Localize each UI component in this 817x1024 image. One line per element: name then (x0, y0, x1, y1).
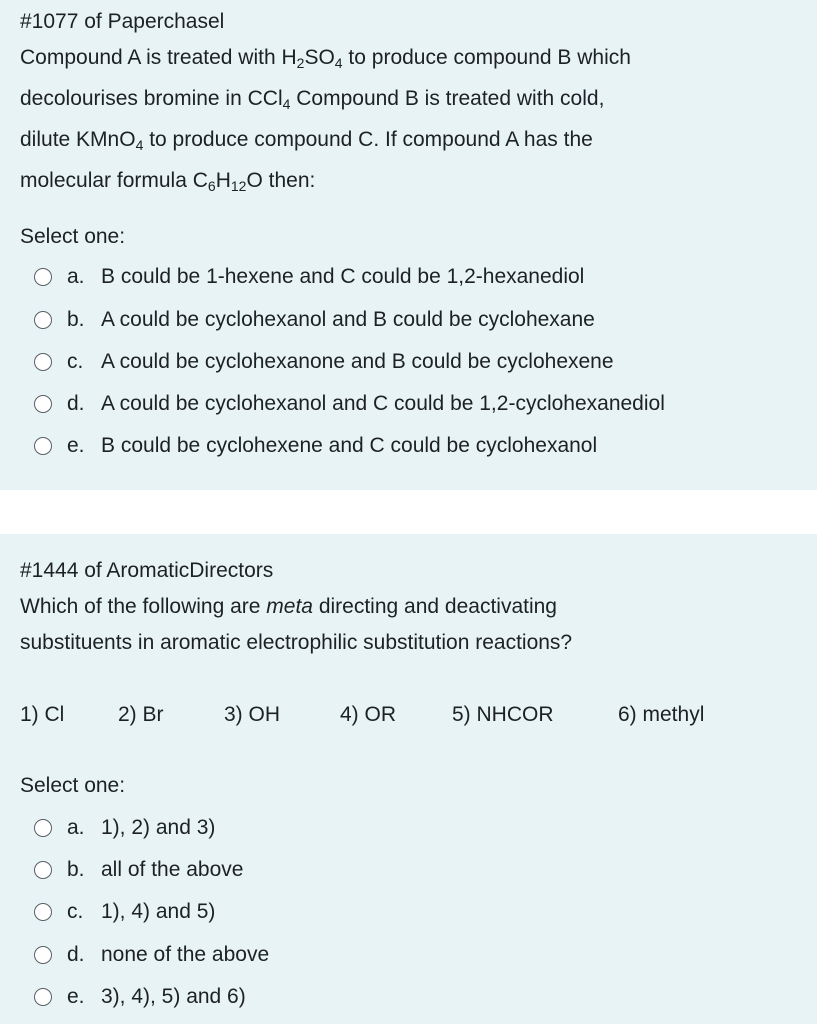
radio-button[interactable] (34, 819, 52, 837)
answer-option-b[interactable] (34, 302, 595, 338)
radio-button[interactable] (34, 946, 52, 964)
option-text: B could be 1-hexene and C could be 1,2-hexanediol (101, 265, 585, 288)
select-one-label: Select one: (20, 225, 126, 248)
radio-button[interactable] (34, 988, 52, 1006)
question-text (20, 589, 800, 661)
option-letter: c. (67, 350, 84, 373)
question-text-line: Which of the following are meta directing and deactivating (20, 595, 557, 618)
question-text-line: Compound A is treated with $H_2SO_4$ to produce compound B which (20, 46, 631, 71)
answer-option-d[interactable] (34, 937, 269, 973)
radio-button[interactable] (34, 437, 52, 455)
substituent-item: 6) methyl (618, 703, 705, 726)
option-letter: a. (67, 265, 85, 288)
substituent-item: 1) Cl (20, 703, 65, 726)
question-text (20, 40, 800, 204)
answer-option-d[interactable] (34, 386, 665, 422)
option-letter: c. (67, 900, 84, 923)
answer-option-c[interactable] (34, 894, 215, 930)
question-text-line: substituents in aromatic electrophilic substitution reactions? (20, 631, 573, 654)
answer-option-c[interactable] (34, 344, 614, 380)
option-text: none of the above (101, 943, 270, 966)
answer-option-a[interactable] (34, 810, 215, 846)
substituent-item: 2) Br (118, 703, 164, 726)
option-text: B could be cyclohexene and C could be cyclohexanol (101, 434, 598, 457)
option-letter: e. (67, 434, 85, 457)
question-header: #1077 of Paperchasel (20, 10, 225, 33)
radio-button[interactable] (34, 395, 52, 413)
question-text-line: decolourises bromine in CCl$_4$ Compound B is treated with cold, (20, 87, 605, 112)
answer-option-e[interactable] (34, 428, 597, 464)
card-divider (0, 490, 817, 534)
option-letter: d. (67, 943, 85, 966)
answer-option-a[interactable] (34, 259, 584, 295)
question-text-line: dilute KMnO$_4$ to produce compound C. If compound A has the (20, 128, 593, 153)
substituent-item: 5) NHCOR (452, 703, 554, 726)
substituent-item: 3) OH (224, 703, 281, 726)
option-text: A could be cyclohexanol and C could be 1,2-cyclohexanediol (101, 392, 665, 415)
option-text: A could be cyclohexanone and B could be cyclohexene (101, 350, 614, 373)
option-text: 3), 4), 5) and 6) (101, 985, 246, 1008)
answer-option-b[interactable] (34, 852, 243, 888)
question-text-line: molecular formula $C_6H_{12}O$ then: (20, 169, 316, 194)
substituent-item: 4) OR (340, 703, 397, 726)
radio-button[interactable] (34, 861, 52, 879)
answer-option-e[interactable] (34, 979, 246, 1015)
option-text: A could be cyclohexanol and B could be cyclohexane (101, 308, 595, 331)
select-one-label: Select one: (20, 774, 126, 797)
option-text: 1), 2) and 3) (101, 816, 216, 839)
option-letter: b. (67, 858, 85, 881)
radio-button[interactable] (34, 268, 52, 286)
radio-button[interactable] (34, 353, 52, 371)
radio-button[interactable] (34, 903, 52, 921)
option-letter: a. (67, 816, 85, 839)
option-text: 1), 4) and 5) (101, 900, 216, 923)
question-header: #1444 of AromaticDirectors (20, 559, 274, 582)
question-card-1077 (0, 0, 817, 490)
option-text: all of the above (101, 858, 244, 881)
option-letter: b. (67, 308, 85, 331)
option-letter: e. (67, 985, 85, 1008)
option-letter: d. (67, 392, 85, 415)
radio-button[interactable] (34, 311, 52, 329)
